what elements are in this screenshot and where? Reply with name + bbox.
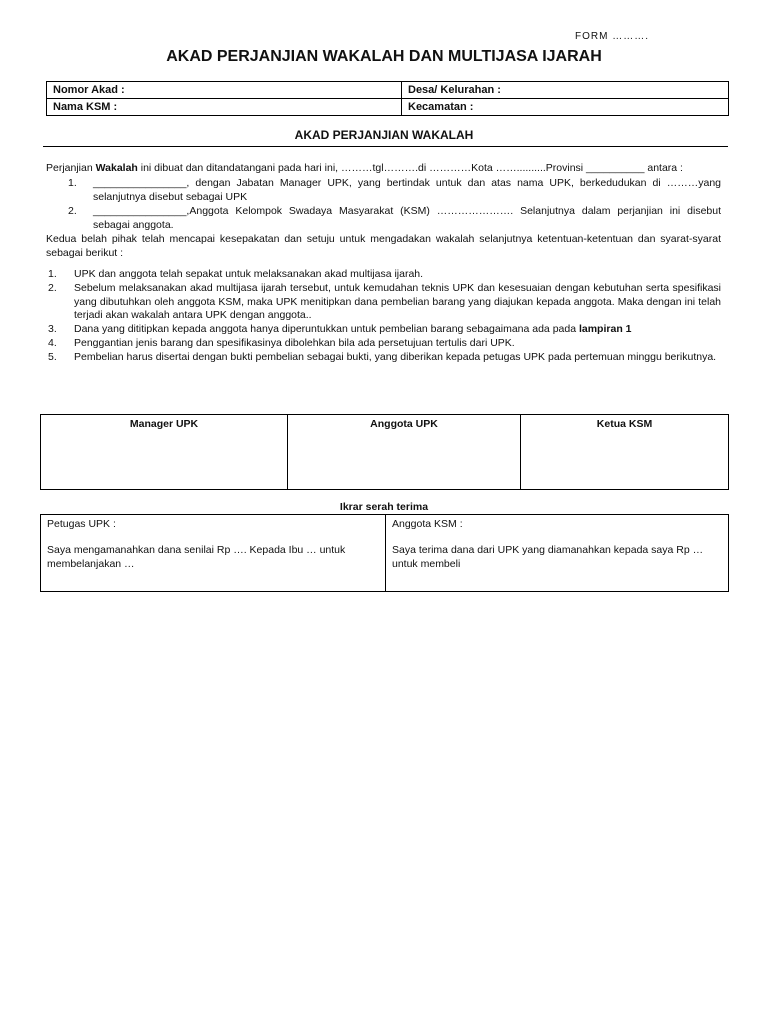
term-4-text: Penggantian jenis barang dan spesifikasinya dibolehkan bila ada persetujuan tertulis dari UPK. bbox=[74, 337, 515, 349]
desa-kelurahan-field: Desa/ Kelurahan : bbox=[402, 82, 729, 99]
term-3-number: 3. bbox=[48, 323, 57, 335]
nama-ksm-field: Nama KSM : bbox=[47, 99, 402, 116]
section-title: AKAD PERJANJIAN WAKALAH bbox=[294, 128, 474, 142]
party-1-text: ________________, dengan Jabatan Manager UPK, yang bertindak untuk dan atas nama UPK, berkedudukan di ………yang selanjutnya disebut sebagai UPK bbox=[93, 177, 721, 203]
party-2-text: ________________,Anggota Kelompok Swadaya Masyarakat (KSM) …………………. Selanjutnya dalam perjanjian ini disebut sebagai anggota. bbox=[93, 205, 721, 231]
intro-bold: Wakalah bbox=[95, 162, 138, 174]
intro-paragraph bbox=[46, 162, 726, 176]
term-4-number: 4. bbox=[48, 337, 57, 349]
ikrar-petugas-heading: Petugas UPK : bbox=[47, 518, 116, 530]
intro-suffix: ini dibuat dan ditandatangani pada hari ini, ………tgl……….di …………Kota ……..........Provinsi __________ antara : bbox=[137, 162, 683, 174]
lampiran-reference: lampiran 1 bbox=[578, 323, 632, 335]
signature-anggota-upk: Anggota UPK bbox=[288, 415, 521, 490]
ikrar-petugas-text: Saya mengamanahkan dana senilai Rp …. Kepada Ibu … untuk membelanjakan … bbox=[47, 544, 346, 570]
term-1-number: 1. bbox=[48, 268, 57, 280]
ikrar-title: Ikrar serah terima bbox=[339, 501, 429, 513]
signature-ketua-ksm: Ketua KSM bbox=[521, 415, 729, 490]
term-5-text: Pembelian harus disertai dengan bukti pembelian sebagai bukti, yang diberikan kepada petugas UPK pada pertemuan minggu berikutnya. bbox=[74, 351, 717, 363]
term-1-text: UPK dan anggota telah sepakat untuk melaksanakan akad multijasa ijarah. bbox=[74, 268, 424, 280]
section-divider bbox=[43, 146, 728, 147]
ikrar-table bbox=[40, 514, 729, 592]
term-3-text bbox=[74, 323, 721, 337]
ikrar-anggota-cell bbox=[386, 515, 729, 592]
term-2-text: Sebelum melaksanakan akad multijasa ijarah tersebut, untuk kemudahan teknis UPK dan kesesuaian dengan kebutuhan serta spesifikasi yang dibutuhkan oleh anggota KSM, maka UPK menitipkan dana pembelian barang yang diajukan kepada anggota. Maka dengan ini telah terjadi akan wakalah antara UPK dengan anggota.. bbox=[74, 282, 721, 322]
term-5-number: 5. bbox=[48, 351, 57, 363]
party-2-number: 2. bbox=[68, 205, 77, 217]
info-table bbox=[46, 81, 729, 116]
term-3-body: Dana yang dititipkan kepada anggota hanya diperuntukkan untuk pembelian barang sebagaimana ada pada bbox=[74, 323, 579, 335]
party-1-number: 1. bbox=[68, 177, 77, 189]
ikrar-anggota-heading: Anggota KSM : bbox=[392, 518, 463, 530]
document-title: AKAD PERJANJIAN WAKALAH DAN MULTIJASA IJARAH bbox=[166, 48, 602, 65]
ikrar-petugas-cell bbox=[41, 515, 386, 592]
ikrar-anggota-text: Saya terima dana dari UPK yang diamanahkan kepada saya Rp … untuk membeli bbox=[392, 544, 704, 570]
agreement-paragraph: Kedua belah pihak telah mencapai kesepakatan dan setuju untuk mengadakan wakalah selanjutnya ketentuan-ketentuan dan syarat-syarat sebagai berikut : bbox=[46, 233, 721, 259]
form-code: FORM ………. bbox=[575, 31, 649, 42]
intro-prefix: Perjanjian bbox=[46, 162, 96, 174]
nomor-akad-field: Nomor Akad : bbox=[47, 82, 402, 99]
signature-table bbox=[40, 414, 729, 490]
signature-manager-upk: Manager UPK bbox=[41, 415, 288, 490]
term-2-number: 2. bbox=[48, 282, 57, 294]
kecamatan-field: Kecamatan : bbox=[402, 99, 729, 116]
